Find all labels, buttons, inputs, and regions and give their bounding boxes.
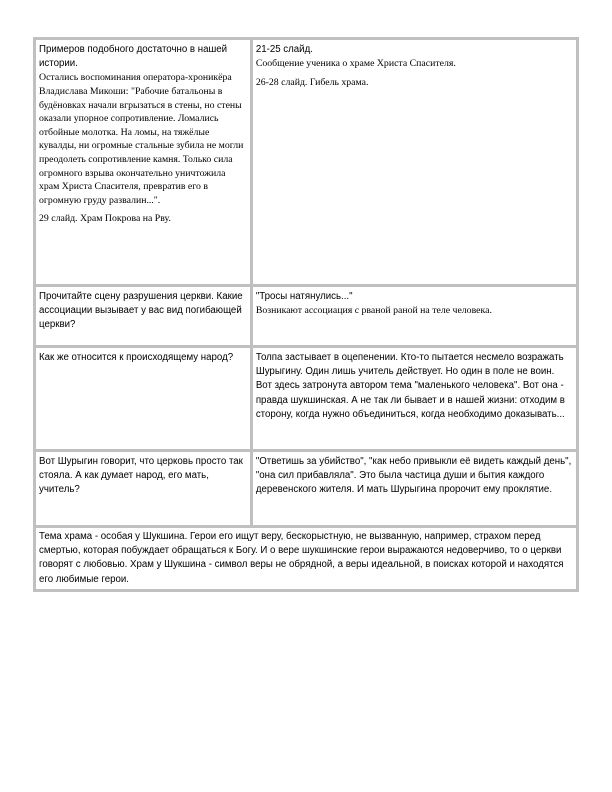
table-cell-left — [36, 40, 250, 284]
table-cell-left — [36, 348, 250, 449]
answer-quote: "Тросы натянулись..." — [255, 291, 353, 302]
slide-number: 21-25 слайд. — [255, 44, 313, 55]
table-cell-full — [36, 528, 576, 589]
table-cell-right — [253, 287, 576, 345]
summary-text: Тема храма - особая у Шукшина. Герои его ищут веру, бескорыстную, не вызванную, например, страхом перед смертью, которая побуждает обращаться к Богу. И о вере шукшинские герои выражаются недоверчиво, то о церкви говорят с любовью. Храм у Шукшина - символ веры не обрядной, а веры идеальной, в поисках которой и находятся его любимые герои. — [39, 531, 564, 585]
table-cell-left — [36, 452, 250, 525]
table-row — [36, 449, 576, 525]
table-row — [36, 525, 576, 589]
answer-text: Возникают ассоциация с рваной раной на теле человека. — [255, 305, 492, 317]
table-cell-left — [36, 287, 250, 345]
intro-text: Примеров подобного достаточно в нашей истории. — [39, 44, 228, 70]
table-cell-right — [253, 452, 576, 525]
table-row — [36, 40, 576, 284]
answer-text: Толпа застывает в оцепенении. Кто-то пытается несмело возражать Шурыгину. Один лишь учитель действует. Но один в поле не воин. Вот здесь затронута автором тема "маленького человека". Вот она - правда шукшинская. А не так ли бывает и в нашей жизни: отходим в сторону, когда нужно объединиться, когда необходимо доказывать... — [255, 352, 565, 420]
slide-note: 29 слайд. Храм Покрова на Рву. — [39, 213, 171, 225]
question-text: Прочитайте сцену разрушения церкви. Какие ассоциации вызывает у вас вид погибающей церкви? — [39, 291, 243, 331]
table-cell-right — [253, 348, 576, 449]
student-message: Сообщение ученика о храме Христа Спасителя. — [255, 58, 456, 70]
lesson-table — [33, 37, 579, 592]
question-text: Как же относится к происходящему народ? — [39, 352, 234, 363]
question-text: Вот Шурыгин говорит, что церковь просто так стояла. А как думает народ, его мать, учитель? — [39, 456, 243, 496]
table-row — [36, 284, 576, 345]
slide-note: 26-28 слайд. Гибель храма. — [255, 76, 369, 88]
memoir-quote: Остались воспоминания оператора-хроникёра Владислава Микоши: "Рабочие батальоны в будёновках начали вгрызаться в стены, но стены оказали упорное сопротивление. Ломались отбойные молотка. На ломы, на тяжёлые кувалды, ни огромные стальные зубила не могли преодолеть сопротивление камня. Только сила огромного взрыва окончательно уничтожила храм Христа Спасителя, превратив его в огромную груду развалин...". — [39, 72, 244, 206]
table-row — [36, 345, 576, 449]
answer-text: "Ответишь за убийство", "как небо привыкли её видеть каждый день", "она сил прибавляла". Это была частица души и бытия каждого деревенского жителя. И мать Шурыгина пророчит ему проклятие. — [255, 456, 572, 496]
table-cell-right — [253, 40, 576, 284]
